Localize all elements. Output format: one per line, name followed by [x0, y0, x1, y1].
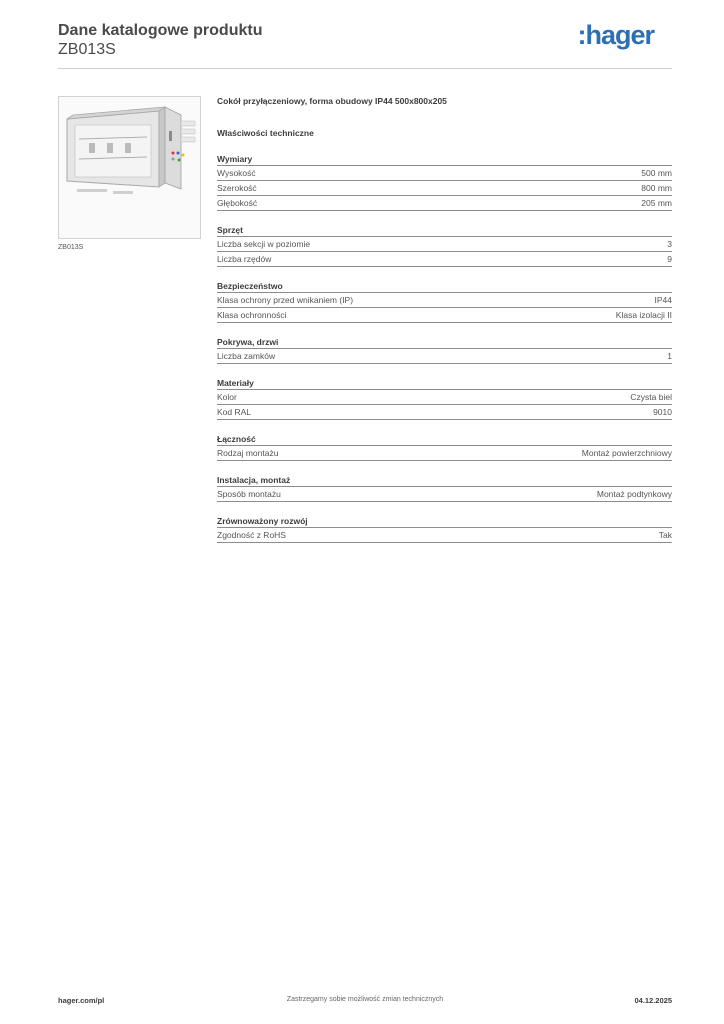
property-label: Liczba sekcji w poziomie [217, 239, 311, 249]
image-caption: ZB013S [58, 244, 84, 251]
property-label: Wysokość [217, 168, 256, 178]
property-group [217, 224, 672, 267]
property-label: Szerokość [217, 183, 257, 193]
property-group-title: Łączność [217, 433, 672, 446]
property-value: 3 [667, 239, 672, 249]
property-groups [217, 153, 672, 543]
product-details [217, 96, 672, 543]
footer-disclaimer: Zastrzegamy sobie możliwość zmian technicznych [286, 996, 444, 1003]
property-label: Sposób montażu [217, 489, 281, 499]
property-group-title: Pokrywa, drzwi [217, 336, 672, 349]
enclosure-illustration [59, 97, 200, 238]
footer-date: 04.12.2025 [634, 996, 672, 1005]
property-row [217, 390, 672, 405]
footer-website: hager.com/pl [58, 996, 105, 1005]
property-label: Rodzaj montażu [217, 448, 279, 458]
property-group [217, 280, 672, 323]
property-value: Montaż podtynkowy [596, 489, 672, 499]
property-label: Zgodność z RoHS [217, 530, 286, 540]
property-value: 9 [667, 254, 672, 264]
property-group [217, 474, 672, 502]
property-row [217, 405, 672, 420]
property-row [217, 349, 672, 364]
property-label: Kod RAL [217, 407, 252, 417]
technical-properties-title: Właściwości techniczne [217, 128, 314, 138]
property-group [217, 433, 672, 461]
property-label: Klasa ochronności [217, 310, 287, 320]
property-value: 205 mm [641, 198, 672, 208]
property-group [217, 377, 672, 420]
property-row [217, 528, 672, 543]
property-value: Tak [658, 530, 672, 540]
property-label: Klasa ochrony przed wnikaniem (IP) [217, 295, 354, 305]
property-group-title: Instalacja, montaż [217, 474, 672, 487]
property-value: Klasa izolacji II [615, 310, 672, 320]
property-row [217, 181, 672, 196]
property-group [217, 336, 672, 364]
property-group-title: Materiały [217, 377, 672, 390]
property-value: 9010 [653, 407, 672, 417]
hager-logo: :hager [577, 20, 654, 50]
property-value: Montaż powierzchniowy [581, 448, 672, 458]
property-row [217, 293, 672, 308]
property-group-title: Wymiary [217, 153, 672, 166]
property-value: IP44 [654, 295, 672, 305]
property-row [217, 487, 672, 502]
property-group [217, 515, 672, 543]
property-value: Czysta biel [630, 392, 672, 402]
property-label: Głębokość [217, 198, 258, 208]
property-row [217, 196, 672, 211]
page-header [58, 20, 672, 68]
product-code: ZB013S [58, 41, 116, 58]
property-value: 1 [667, 351, 672, 361]
property-row [217, 308, 672, 323]
property-value: 500 mm [641, 168, 672, 178]
page-footer [58, 996, 672, 1010]
header-divider [58, 68, 672, 69]
property-label: Kolor [217, 392, 237, 402]
property-value: 800 mm [641, 183, 672, 193]
property-label: Liczba zamków [217, 351, 276, 361]
property-group-title: Zrównoważony rozwój [217, 515, 672, 528]
product-image [58, 96, 201, 239]
property-group-title: Bezpieczeństwo [217, 280, 672, 293]
property-group [217, 153, 672, 211]
property-row [217, 252, 672, 267]
property-group-title: Sprzęt [217, 224, 672, 237]
property-row [217, 237, 672, 252]
product-description: Cokół przyłączeniowy, forma obudowy IP44 500x800x205 [217, 96, 447, 106]
document-title: Dane katalogowe produktu [58, 22, 263, 39]
property-label: Liczba rzędów [217, 254, 272, 264]
property-row [217, 166, 672, 181]
property-row [217, 446, 672, 461]
